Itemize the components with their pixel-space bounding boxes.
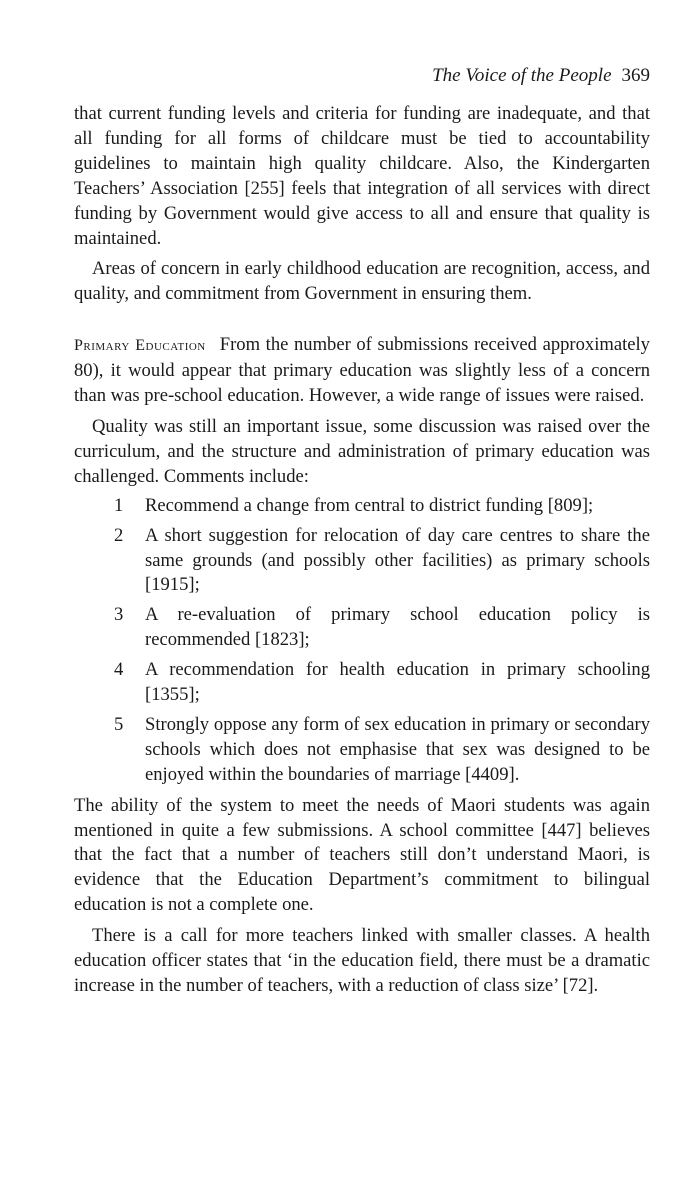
list-item-text: A re-evaluation of primary school education policy is recommended [1823]; <box>145 604 650 651</box>
list-item <box>74 658 650 708</box>
section-heading: Primary Education <box>74 337 206 355</box>
body-paragraph: Areas of concern in early childhood education are recognition, access, and quality, and commitment from Government in ensuring them. <box>74 258 650 305</box>
page-number: 369 <box>621 65 650 86</box>
list-item <box>74 713 650 788</box>
section-paragraph <box>74 333 650 409</box>
list-item-text: Strongly oppose any form of sex education in primary or secondary schools which does not emphasise that sex was designed to be enjoyed within the boundaries of marriage [4409]. <box>145 713 650 785</box>
list-item-number: 1 <box>114 494 124 516</box>
list-item <box>74 603 650 653</box>
comments-list <box>74 494 650 788</box>
list-item-text: A recommendation for health education in primary schooling [1355]; <box>145 659 650 706</box>
list-item-number: 5 <box>114 713 124 735</box>
list-item-number: 4 <box>114 659 124 681</box>
list-item-text: A short suggestion for relocation of day care centres to share the same grounds (and possibly other facilities) as primary schools [1915]; <box>145 524 650 596</box>
list-item-number: 3 <box>114 604 124 626</box>
list-item <box>74 494 650 519</box>
running-head-title: The Voice of the People <box>432 65 612 86</box>
body-paragraph: There is a call for more teachers linked with smaller classes. A health education officer states that ‘in the education field, there must be a dramatic increase in the number of teachers, with a reduction of class size’ [72]. <box>74 925 650 996</box>
section-paragraph-text: From the number of submissions received approximately 80), it would appear that primary education was slightly less of a concern than was pre-school education. However, a wide range of issues were raised. <box>74 334 650 407</box>
list-item <box>74 524 650 599</box>
body-paragraph: The ability of the system to meet the needs of Maori students was again mentioned in quite a few submissions. A school committee [447] believes that the fact that a number of teachers still don’t understand Maori, is evidence that the Education Department’s commitment to bilingual education is not a complete one. <box>74 794 650 916</box>
body-paragraph: Quality was still an important issue, some discussion was raised over the curriculum, and the structure and administration of primary education was challenged. Comments include: <box>74 415 650 487</box>
list-item-number: 2 <box>114 524 124 546</box>
book-page <box>74 64 650 999</box>
body-paragraph: that current funding levels and criteria for funding are inadequate, and that all funding for all forms of childcare must be tied to accountability guidelines to maintain high quality childcare. Also, the Kindergarten Teachers’ Association [255] feels that integration of all services with direct funding by Government would give access to all and ensure that quality is maintained. <box>74 103 650 249</box>
running-head <box>74 64 650 88</box>
list-item-text: Recommend a change from central to district funding [809]; <box>145 494 594 516</box>
